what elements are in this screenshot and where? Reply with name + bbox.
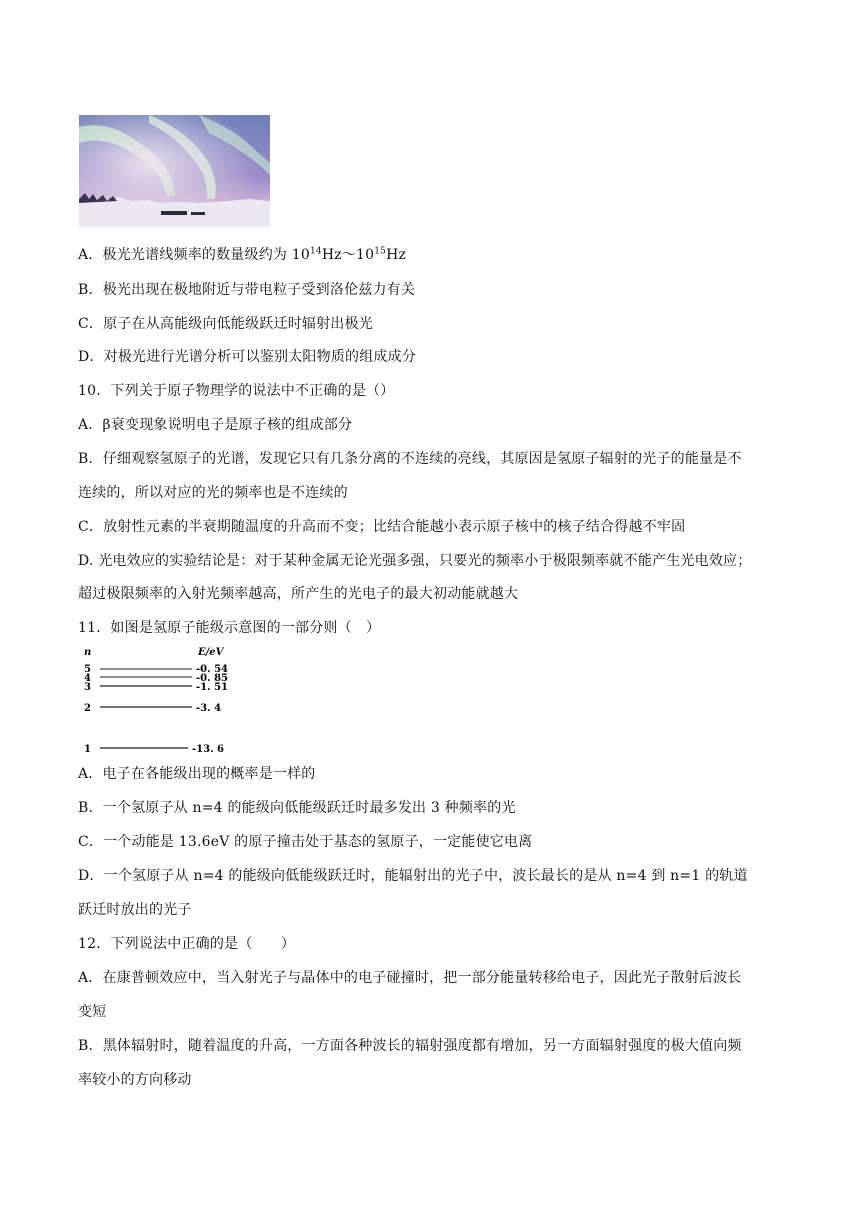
level-3-e: -1. 51 — [196, 682, 228, 693]
q9-option-c: C．原子在从高能级向低能级跃迁时辐射出极光 — [78, 316, 373, 332]
q10-option-a: A．β衰变现象说明电子是原子核的组成部分 — [78, 417, 353, 433]
q12-option-a-line2: 变短 — [78, 1004, 107, 1020]
q12-option-a-line1: A．在康普顿效应中，当入射光子与晶体中的电子碰撞时，把一部分能量转移给电子，因此光子散射后波长 — [78, 970, 742, 986]
q10-stem: 10．下列关于原子物理学的说法中不正确的是（） — [78, 383, 395, 399]
q12-stem: 12．下列说法中正确的是（ ） — [78, 936, 296, 952]
q10-option-b-line1: B．仔细观察氢原子的光谱，发现它只有几条分离的不连续的亮线，其原因是氢原子辐射的光子的能量是不 — [78, 451, 742, 467]
q9-option-a: A．极光光谱线频率的数量级约为 $10^{14}Hz\sim 10^{15}Hz$ — [78, 246, 407, 263]
q9-option-d: D．对极光进行光谱分析可以鉴别太阳物质的组成成分 — [78, 349, 417, 365]
level-3-n: 3 — [84, 682, 91, 693]
q11-option-a: A．电子在各能级出现的概率是一样的 — [78, 766, 316, 782]
level-1-n: 1 — [84, 744, 91, 755]
q11-option-b: B．一个氢原子从 n=4 的能级向低能级跃迁时最多发出 3 种频率的光 — [78, 800, 516, 816]
energy-level-diagram — [80, 646, 260, 756]
level-2-e: -3. 4 — [196, 703, 222, 714]
q11-option-d-line1: D．一个氢原子从 n=4 的能级向低能级跃迁时，能辐射出的光子中，波长最长的是从 n=4 到 n=1 的轨道 — [78, 868, 748, 884]
level-4-n: 4 — [84, 673, 91, 684]
n-header: n — [84, 647, 92, 658]
energy-level-svg — [80, 646, 260, 756]
q10-option-d-line2: 超过极限频率的入射光频率越高，所产生的光电子的最大初动能就越大 — [78, 586, 519, 602]
level-2-n: 2 — [84, 703, 91, 714]
q12-option-b-line2: 率较小的方向移动 — [78, 1072, 192, 1088]
q12-option-b-line1: B．黑体辐射时，随着温度的升高，一方面各种波长的辐射强度都有增加，另一方面辐射强度的极大值向频 — [78, 1038, 742, 1054]
aurora-image — [79, 115, 270, 227]
level-5-e: -0. 54 — [196, 664, 228, 675]
q11-option-c: C．一个动能是 13.6eV 的原子撞击处于基态的氢原子，一定能使它电离 — [78, 834, 533, 850]
q9-option-b: B．极光出现在极地附近与带电粒子受到洛伦兹力有关 — [78, 282, 416, 298]
q11-stem: 11．如图是氢原子能级示意图的一部分则（ ） — [78, 620, 381, 636]
level-4-e: -0. 85 — [196, 673, 228, 684]
q10-option-c: C．放射性元素的半衰期随温度的升高而不变；比结合能越小表示原子核中的核子结合得越不牢固 — [78, 519, 686, 535]
aurora-photo — [79, 115, 270, 227]
level-5-n: 5 — [84, 664, 91, 675]
q10-option-d-line1: D. 光电效应的实验结论是：对于某种金属无论光强多强，只要光的频率小于极限频率就不能产生光电效应； — [78, 553, 752, 569]
q11-option-d-line2: 跃迁时放出的光子 — [78, 902, 192, 918]
energy-header: E/eV — [198, 647, 224, 658]
level-1-e: -13. 6 — [192, 744, 224, 755]
q10-option-b-line2: 连续的，所以对应的光的频率也是不连续的 — [78, 485, 348, 501]
